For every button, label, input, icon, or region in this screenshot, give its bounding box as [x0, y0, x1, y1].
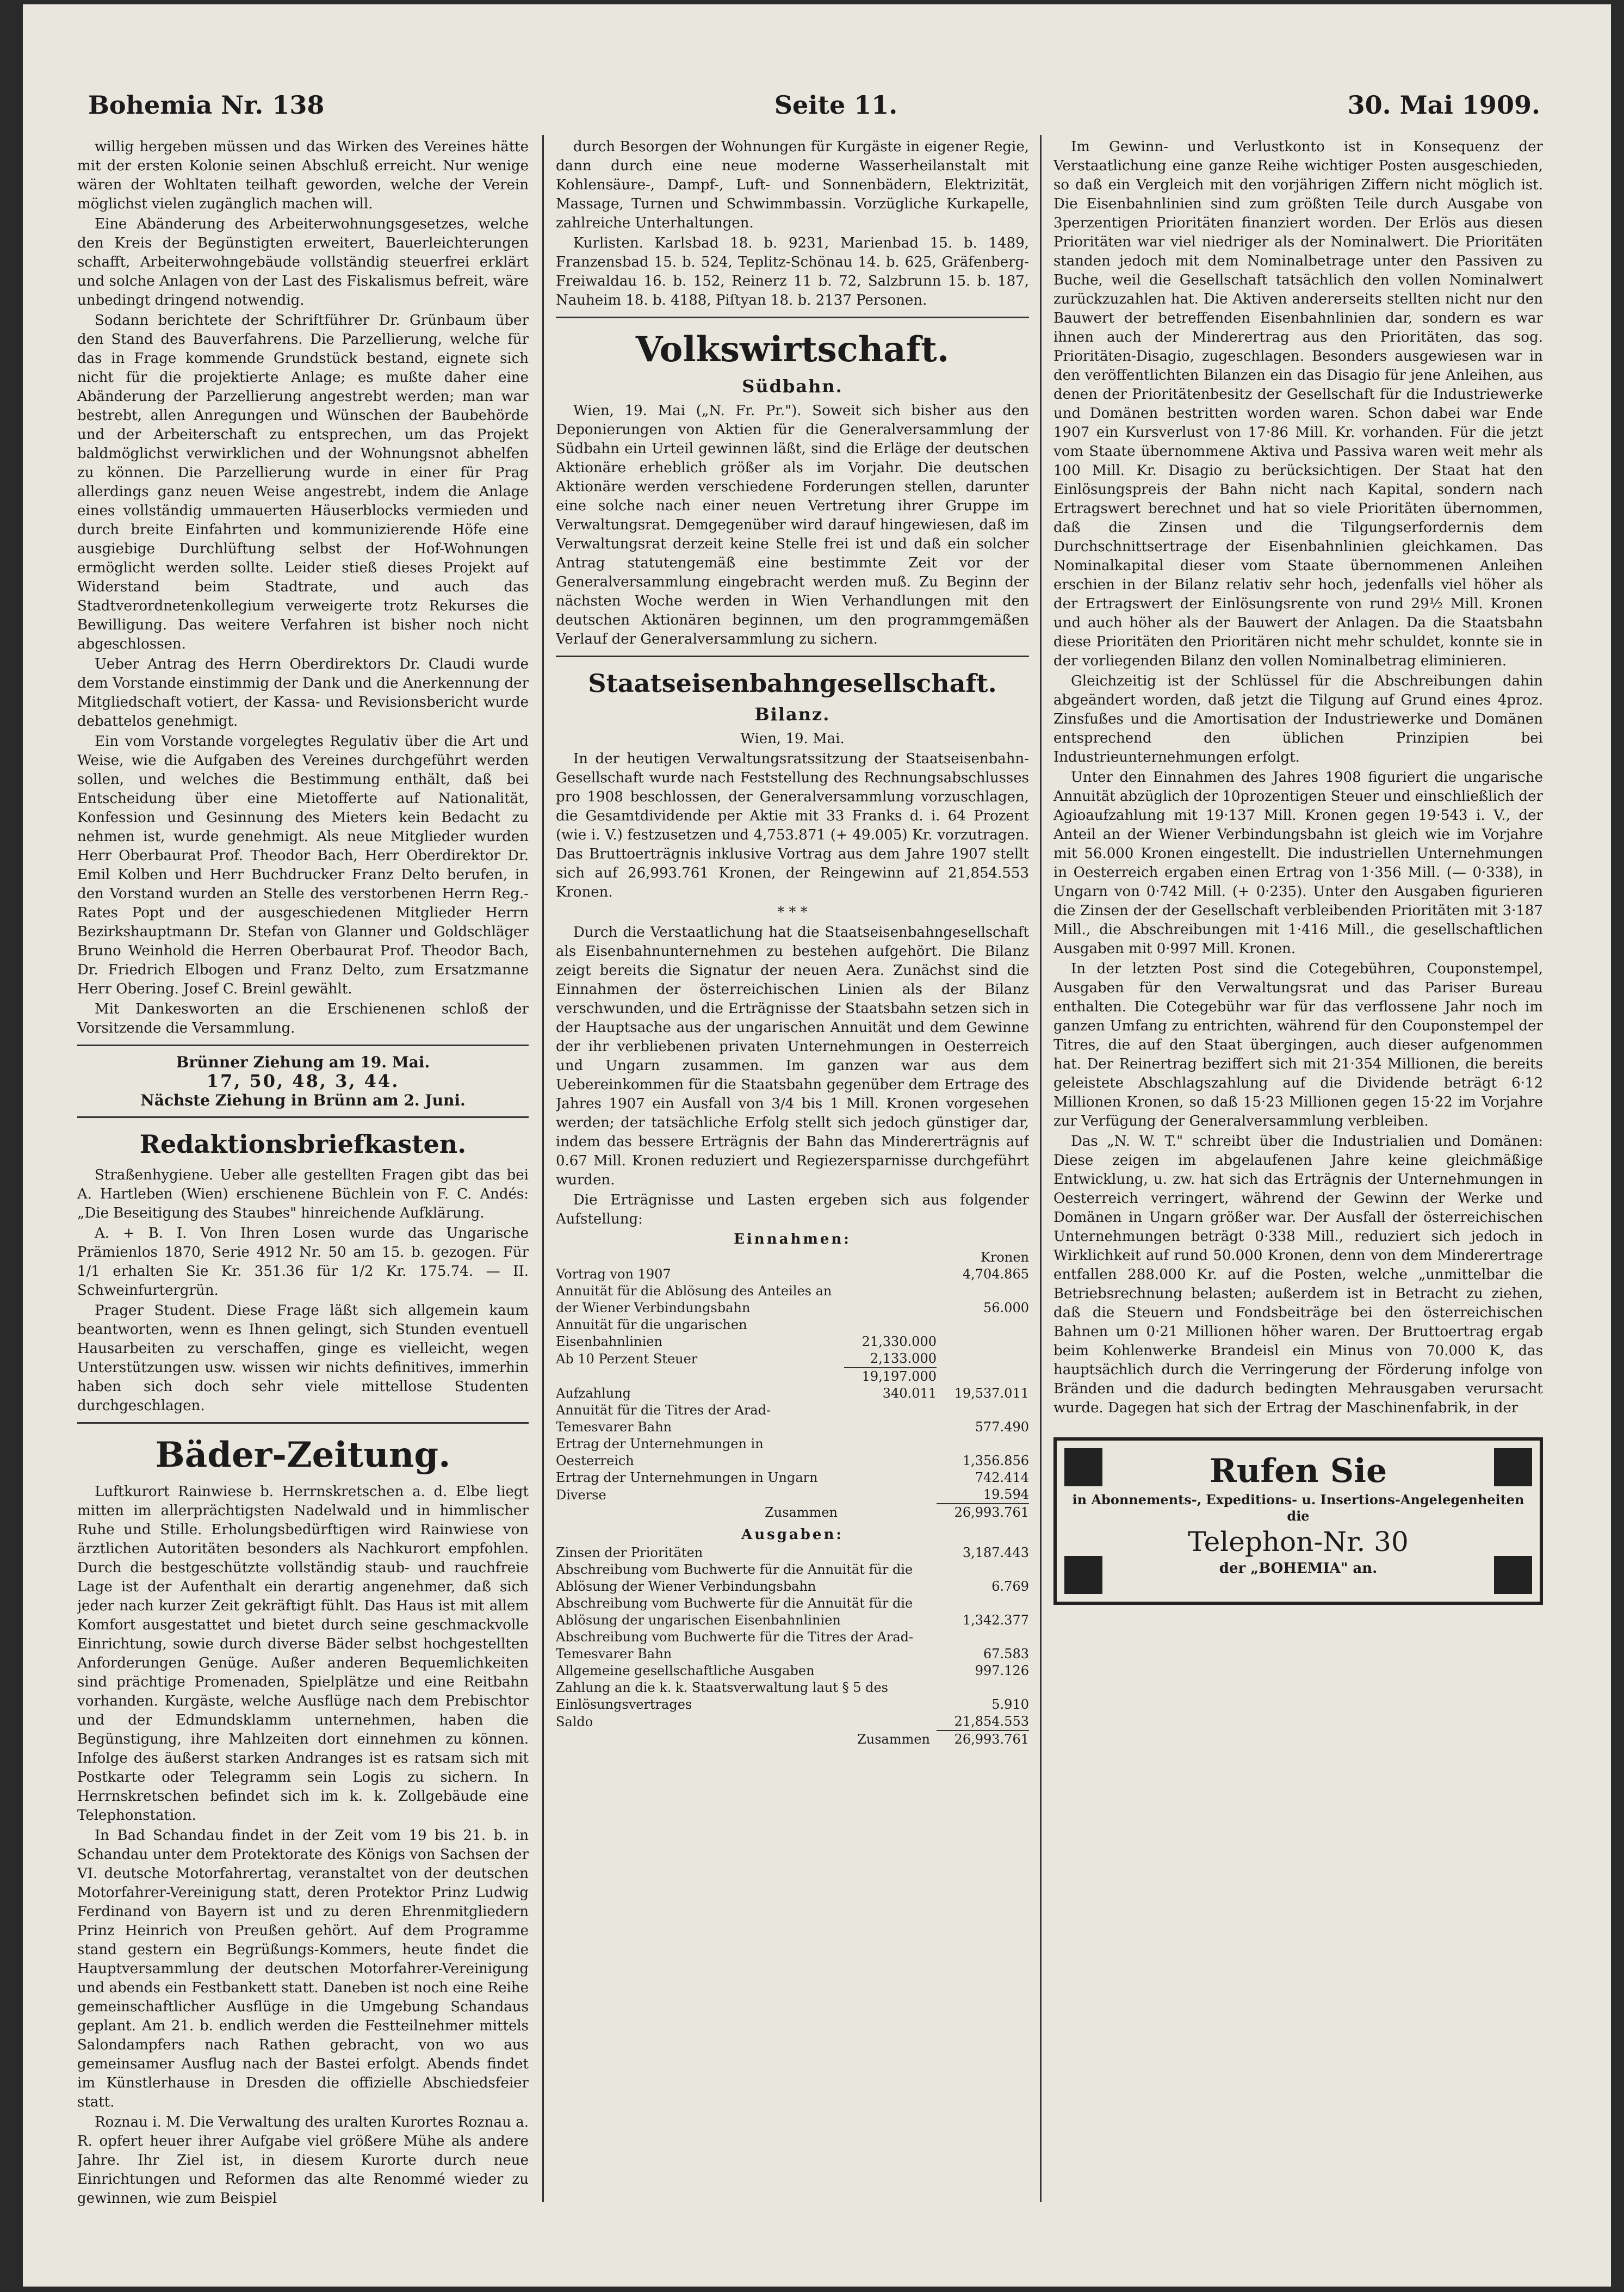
table-row: Annuität für die ungarischen Eisenbahnlinien 21,330.000 — [556, 1317, 937, 1349]
article-verein — [77, 138, 529, 1038]
ad-subline: in Abonnements-, Expeditions- u. Insertions-Angelegenheiten die — [1072, 1492, 1524, 1524]
table-row: Annuität für die Titres der Arad-Temesvarer Bahn 577.490 — [556, 1403, 1029, 1435]
table-row: Vortrag von 1907 4,704.865 — [556, 1267, 1029, 1282]
paragraph: In der letzten Post sind die Cotegebühren, Couponstempel, Ausgaben für den Verwaltungsrat und das Pariser Bureau enthalten. Die Cotegebühr war für das verflossene Jahr noch im ganzen Umfang zu entrichten, während für den Couponstempel der Titres, die auf den Staat übergingen, auch dieser aufgenommen hat. Der Reinertrag beziffert sich mit 21·354 Millionen, die bereits geleistete Abschlagszahlung auf die Dividende beträgt 6·12 Millionen Kronen, so daß 15·23 Millionen gegen 15·22 im Vorjahre zur Verfügung der Generalversammlung verbleiben. — [1053, 961, 1543, 1129]
ad-bottom: der „BOHEMIA" an. — [1219, 1560, 1378, 1577]
paragraph: Straßenhygiene. Ueber alle gestellten Fragen gibt das bei A. Hartleben (Wien) erschienene Büchlein von F. C. Andés: „Die Beseitigung des Staubes" hinreichende Aufklärung. — [77, 1167, 529, 1221]
telephone-advertisement — [1053, 1437, 1543, 1605]
table-row: 19,197.000 — [556, 1368, 1029, 1385]
divider — [556, 656, 1029, 657]
einnahmen-table — [556, 1249, 1029, 1521]
paragraph: A. + B. I. Von Ihren Losen wurde das Ungarische Prämienlos 1870, Serie 4912 Nr. 50 am 15. b. gezogen. Für 1/1 erhalten Sie Kr. 351.36 für 1/2 Kr. 175.74. — II. Schweinfurtergrün. — [77, 1225, 529, 1299]
page-header — [88, 86, 1540, 124]
paragraph: Mit Dankesworten an die Erschienenen schloß der Vorsitzende die Versammlung. — [77, 1001, 529, 1036]
dateline: Wien, 19. Mai. — [740, 731, 845, 747]
table-row: Zinsen der Prioritäten 3,187.443 — [556, 1545, 1029, 1560]
paragraph: Durch die Verstaatlichung hat die Staatseisenbahngesellschaft als Eisenbahnunternehmen zu bestehen aufgehört. Die Bilanz zeigt bereits die Signatur der neuen Aera. Zunächst sind die Einnahmen der österreichischen Linien als der Bilanz verschwunden, und die Erträgnisse der Staatsbahn setzen sich in der Hauptsache aus der ungarischen Annuität und dem Gewinne der ihr verbliebenen privaten Unternehmungen in Oesterreich und Ungarn zusammen. Im ganzen war aus dem Uebereinkommen für die Staatsbahn gegenüber dem Ertrage des Jahres 1907 ein Ausfall von 3/4 bis 1 Mill. Kronen vorgesehen werden; der tatsächliche Erfolg stellt sich jedoch günstiger dar, indem das bessere Erträgnis der Bahn das Mindererträgnis auf 0.67 Mill. Kronen reduziert und Regiezersparnisse durchgeführt wurden. — [556, 924, 1029, 1188]
section-title-staatseisenbahn: Staatseisenbahngesellschaft. — [588, 669, 997, 698]
table-row: Ertrag der Unternehmungen in Oesterreich 1,356.856 — [556, 1436, 1029, 1468]
newspaper-page — [23, 4, 1611, 2287]
ad-headline: Rufen Sie — [1209, 1452, 1387, 1490]
subheading-suedbahn: Südbahn. — [742, 376, 843, 397]
column-rule — [542, 135, 544, 2202]
table-row: Abschreibung vom Buchwerte für die Titres der Arad-Temesvarer Bahn 67.583 — [556, 1629, 1029, 1661]
paragraph: Die Erträgnisse und Lasten ergeben sich aus folgender Aufstellung: — [556, 1192, 1029, 1227]
paragraph: Unter den Einnahmen des Jahres 1908 figuriert die ungarische Annuität abzüglich der 10prozentigen Steuer und einschließlich der Agioaufzahlung mit 19·137 Mill. Kronen gegen 19·543 i. V., der Anteil an der Wiener Verbindungsbahn ist gleich wie im Vorjahre mit 56.000 Kronen eingestellt. Die industriellen Unternehmungen in Oesterreich ergaben einen Ertrag von 1·356 Mill. (— 0·338), in Ungarn von 0·742 Mill. (+ 0·235). Unter den Ausgaben figurieren die Zinsen der der Gesellschaft verbleibenden Prioritäten mit 3·187 Mill., die Abschreibungen mit 1·416 Mill., die gesellschaftlichen Ausgaben mit 0·997 Mill. Kronen. — [1053, 769, 1543, 957]
paragraph: Prager Student. Diese Frage läßt sich allgemein kaum beantworten, wenn es Ihnen gelingt, sich Stunden eventuell Hausarbeiten zu verschaffen, ginge es vielleicht, wegen Unterstützungen usw. wissen wir nichts definitives, immerhin haben sich doch sehr viele mittellose Studenten durchgeschlagen. — [77, 1302, 529, 1414]
paragraph: Roznau i. M. Die Verwaltung des uralten Kurortes Roznau a. R. opfert heuer ihrer Aufgabe viel größere Mühe als andere Jahre. Ihr Ziel ist, in diesem Kurorte durch neue Einrichtungen und Reformen das alte Renommé wieder zu gewinnen, wie zum Beispiel — [77, 2114, 529, 2207]
separator-asterisks: * * * — [777, 904, 808, 920]
column-1 — [77, 138, 529, 2210]
ornament-icon — [1064, 1448, 1102, 1486]
column-rule — [1040, 135, 1042, 2202]
column-3 — [1053, 138, 1543, 2210]
ornament-icon — [1064, 1556, 1102, 1594]
subheading-bilanz: Bilanz. — [754, 704, 830, 725]
paragraph: Kurlisten. Karlsbad 18. b. 9231, Marienbad 15. b. 1489, Franzensbad 15. b. 524, Teplitz-Schönau 14. b. 625, Gräfenberg-Freiwaldau 16. b. 152, Reinerz 11 b. 72, Salzbrunn 15. b. 187, Nauheim 18. b. 4188, Piſtyan 18. b. 2137 Personen. — [556, 235, 1029, 308]
table-row: Ertrag der Unternehmungen in Ungarn 742.414 — [556, 1470, 1029, 1485]
table-row: Zahlung an die k. k. Staatsverwaltung laut § 5 des Einlösungsvertrages 5.910 — [556, 1680, 1029, 1712]
einnahmen-heading: Einnahmen: — [734, 1231, 851, 1247]
section-title-baeder: Bäder-Zeitung. — [155, 1435, 451, 1475]
table-row: Ab 10 Perzent Steuer 2,133.000 — [556, 1351, 937, 1367]
lottery-numbers: 17, 50, 48, 3, 44. — [206, 1071, 400, 1091]
paragraph: Eine Abänderung des Arbeiterwohnungsgesetzes, welche den Kreis der Begünstigten erweitert, Bauerleichterungen schafft, Arbeiterwohngebäude vollständig steuerfrei erklärt und solche Anlagen von der Last des Fiskalismus befreit, wäre unbedingt dringend notwendig. — [77, 216, 529, 308]
currency-header: Kronen — [981, 1250, 1029, 1265]
paragraph: Luftkurort Rainwiese b. Herrnskretschen a. d. Elbe liegt mitten im allerprächtigsten Nadelwald und in himmlischer Ruhe und Stille. Erholungsbedürftigen wird Rainwiese von ärztlichen Autoritäten besonders als Nachkurort empfohlen. Durch die bestgeschützte vollständig staub- und rauchfreie Lage ist der Aufenthalt ein derartig angenehmer, daß sich jeder nach kurzer Zeit gekräftigt fühlt. Das Haus ist mit allem Komfort ausgestattet und bietet durch seine geschmackvolle Einrichtung, sowie durch diverse Bäder selbst hochgestellten Anforderungen Genüge. Außer anderen Bequemlichkeiten sind prächtige Promenaden, Spielplätze und eine Reitbahn vorhanden. Kurgäste, welche Ausflüge nach dem Prebischtor und der Edmundsklamm unternehmen, haben die Begünstigung, ihre Mahlzeiten dort einnehmen zu können. Infolge des äußerst starken Andranges ist es ratsam sich mit Postkarte oder Telegramm sein Logis zu sichern. In Herrnskretschen befindet sich im k. k. Zollgebäude eine Telephonstation. — [77, 1484, 529, 1824]
divider — [77, 1045, 529, 1046]
table-row: Annuität für die Ablösung des Anteiles an der Wiener Verbindungsbahn 56.000 — [556, 1283, 1029, 1315]
ad-telephone: Telephon-Nr. 30 — [1188, 1526, 1409, 1558]
paragraph: Ueber Antrag des Herrn Oberdirektors Dr. Claudi wurde dem Vorstande einstimmig der Dank und die Anerkennung der Mitgliedschaft votiert, der Kassa- und Revisionsbericht wurde debattelos genehmigt. — [77, 656, 529, 730]
ausgaben-heading: Ausgaben: — [741, 1527, 844, 1543]
table-row: Aufzahlung 340.011 19,537.011 — [556, 1386, 1029, 1401]
ornament-icon — [1494, 1448, 1532, 1486]
issue-label: Bohemia Nr. 138 — [88, 90, 325, 120]
lottery-title: Brünner Ziehung am 19. Mai. — [176, 1053, 430, 1071]
paragraph: Ein vom Vorstande vorgelegtes Regulativ über die Art und Weise, wie die Aufgaben des Vereines durchgeführt werden sollen, und welches die Bestimmung enthält, daß bei Entscheidung über eine Mietofferte auf Nationalität, Konfession und Gesinnung des Mieters kein Bedacht zu nehmen ist, wurde genehmigt. Als neue Mitglieder wurden Herr Oberbaurat Prof. Theodor Bach, Herr Oberdirektor Dr. Emil Kolben und Herr Buchdrucker Franz Delto berufen, in den Vorstand wurden an Stelle des verstorbenen Herrn Reg.-Rates Popt und der ausgeschiedenen Mitglieder Herrn Bezirkshauptmann Dr. Stefan von Glanner und Goldschläger Bruno Weinhold die Herren Oberbaurat Prof. Theodor Bach, Dr. Friedrich Elbogen und Franz Delto, zum Ersatzmanne Herr Obering. Josef C. Breinl gewählt. — [77, 733, 529, 997]
lottery-box — [77, 1053, 529, 1110]
section-title-redaktion: Redaktionsbriefkasten. — [139, 1129, 467, 1159]
table-row: Saldo 21,854.553 — [556, 1714, 1029, 1729]
paragraph: durch Besorgen der Wohnungen für Kurgäste in eigener Regie, dann durch eine neue moderne Wasserheilanstalt mit Kohlensäure-, Dampf-, Luft- und Sonnenbädern, Elektrizität, Massage, Turnen und Schwimmbassin. Vorzügliche Kurkapelle, zahlreiche Unterhaltungen. — [556, 139, 1029, 231]
table-row: Abschreibung vom Buchwerte für die Annuität für die Ablösung der ungarischen Eisenbahnlinien 1,342.377 — [556, 1596, 1029, 1628]
table-row: Allgemeine gesellschaftliche Ausgaben 997.126 — [556, 1663, 1029, 1678]
lottery-next: Nächste Ziehung in Brünn am 2. Juni. — [140, 1091, 466, 1109]
issue-date: 30. Mai 1909. — [1347, 90, 1540, 120]
section-title-volkswirtschaft: Volkswirtschaft. — [635, 329, 950, 370]
ausgaben-table — [556, 1545, 1029, 1748]
divider — [77, 1116, 529, 1118]
column-2 — [556, 138, 1029, 2210]
ornament-icon — [1494, 1556, 1532, 1594]
divider — [556, 317, 1029, 318]
page-number: Seite 11. — [774, 90, 898, 120]
paragraph: Gleichzeitig ist der Schlüssel für die Abschreibungen dahin abgeändert worden, daß jetzt die Tilgung auf Grund eines 4proz. Zinsfußes und die Amortisation der Industriewerke und Domänen entsprechend den üblichen Prinzipien bei Industrieunternehmungen erfolgt. — [1053, 673, 1543, 765]
paragraph: Wien, 19. Mai („N. Fr. Pr."). Soweit sich bisher aus den Deponierungen von Aktien für die Generalversammlung der Südbahn ein Urteil gewinnen läßt, sind die Erläge der deutschen Aktionäre erheblich größer als im Vorjahr. Die deutschen Aktionäre werden verschiedene Forderungen stellen, darunter eine solche nach einer neuen Vertretung ihrer Gruppe im Verwaltungsrat. Demgegenüber wird darauf hingewiesen, daß im Verwaltungsrat derzeit keine Stelle frei ist und daß ein solcher Antrag statutengemäß eine bestimmte Zeit vor der Generalversammlung eingebracht werden muß. Zu Beginn der nächsten Woche werden in Wien Verhandlungen mit den deutschen Aktionären beginnen, um den programmgemäßen Verlauf der Generalversammlung zu sichern. — [556, 403, 1029, 647]
table-total-row: Zusammen 26,993.761 — [857, 1732, 1029, 1747]
paragraph: willig hergeben müssen und das Wirken des Vereines hätte mit der ersten Kolonie seinen Abschluß erreicht. Nur wenige wären der Wohltaten teilhaft geworden, welche der Verein möglichst vielen zugänglich machen will. — [77, 139, 529, 212]
paragraph: In der heutigen Verwaltungsratssitzung der Staatseisenbahn-Gesellschaft wurde nach Feststellung des Rechnungsabschlusses pro 1908 beschlossen, der Generalversammlung vorzuschlagen, die Gesamtdividende per Aktie mit 33 Franks d. i. 64 Prozent (wie i. V.) festzusetzen und 4,753.871 (+ 49.005) Kr. vorzutragen. Das Bruttoerträgnis inklusive Vortrag aus dem Jahre 1907 stellt sich auf 26,993.761 Kronen, der Reingewinn auf 21,854.553 Kronen. — [556, 751, 1029, 900]
divider — [77, 1422, 529, 1424]
table-total-row: Zusammen 26,993.761 — [765, 1505, 1029, 1520]
paragraph: In Bad Schandau findet in der Zeit vom 19 bis 21. b. in Schandau unter dem Protektorate des Königs von Sachsen der VI. deutsche Motorfahrertag, veranstaltet von der deutschen Motorfahrer-Vereinigung statt, deren Protektor Prinz Ludwig Ferdinand von Bayern ist und zu deren Ehrenmitgliedern Prinz Heinrich von Preußen gehört. Auf dem Programme stand gestern ein Begrüßungs-Kommers, heute findet die Hauptversammlung der deutschen Motorfahrer-Vereinigung und abends ein Festbankett statt. Daneben ist noch eine Reihe gemeinschaftlicher Ausflüge in die Umgebung Schandaus geplant. Am 21. b. endlich werden die Festteilnehmer mittels Salondampfers nach Rathen gebracht, von wo aus gemeinsamer Ausflug nach der Bastei erfolgt. Abends findet im Künstlerhause in Dresden die offizielle Abschiedsfeier statt. — [77, 1827, 529, 2110]
paragraph: Das „N. W. T." schreibt über die Industrialien und Domänen: Diese zeigen im abgelaufenen Jahre keine gleichmäßige Entwicklung, u. zw. hat sich das Erträgnis der Unternehmungen in Oesterreich verringert, während der Gewinn der Werke und Domänen in Ungarn größer war. Der Ausfall der österreichischen Unternehmungen beträgt 0·338 Mill., reduziert sich jedoch in Wirklichkeit auf rund 50.000 Kronen, denn von dem Minderertrage entfallen 288.000 Kr. auf die Posten, welche „unmittelbar die Betriebsrechnung belasten; außerdem ist in Betracht zu ziehen, daß die Steuern und Fondsbeiträge bei den österreichischen Bahnen um 0·21 Millionen höher waren. Der Bruttoertrag ergab beim Kohlenwerke Brandeisl ein Minus von 70.000 K, das hauptsächlich durch die Verringerung der Förderung infolge von Bränden und die dadurch bedingten Mehrausgaben verursacht wurde. Dagegen hat sich der Ertrag der Maschinenfabrik, in der — [1053, 1133, 1543, 1416]
paragraph: Im Gewinn- und Verlustkonto ist in Konsequenz der Verstaatlichung eine ganze Reihe wichtiger Posten ausgeschieden, so daß ein Vergleich mit den vorjährigen Ziffern nicht möglich ist. Die Eisenbahnlinien sind zum größten Teile durch Ausgabe von 3perzentigen Prioritäten finanziert worden. Der Erlös aus diesen Prioritäten war viel niedriger als der Nominalwert. Die Prioritäten standen jedoch mit dem Nominalbetrage unter den Passiven zu Buche, weil die Gesellschaft tatsächlich den vollen Nominalwert zurückzuzahlen hat. Die Aktiven andererseits stellten nicht nur den Bauwert der betreffenden Eisenbahnlinien dar, sondern es war ihnen auch der Minderertrag aus den Prioritäten, das sog. Prioritäten-Disagio, zugeschlagen. Besonders ausgewiesen war in den veröffentlichten Bilanzen ein das Disagio für jene Anleihen, aus denen der Prioritätenbesitz der Gesellschaft für die Industriewerke und Domänen bestritten worden waren. Schon dabei war Ende 1907 ein Kursverlust von 17·86 Mill. Kr. vorhanden. Für die jetzt vom Staate übernommene Aktiva und Passiva waren weit mehr als 100 Mill. Kr. Disagio zu berücksichtigen. Der Staat hat den Einlösungspreis der Bahn nicht nach Kapital, sondern nach Ertragswert berechnet und hat so viele Prioritäten übernommen, daß die Zinsen und die Tilgungserfordernis dem Durchschnittsertrage der Eisenbahnlinien gleichkamen. Das Nominalkapital dieser vom Staate übernommenen Anleihen erschien in der Bilanz relativ sehr hoch, jedenfalls viel höher als der Ertragswert der Einlösungsrente von rund 29½ Mill. Kronen und auch höher als der Bauwert der Anlagen. Da die Staatsbahn diese Prioritäten den Prioritären nicht mehr schuldet, konnte sie in der vorliegenden Bilanz den vollen Nominalbetrag eliminieren. — [1053, 139, 1543, 669]
paragraph: Sodann berichtete der Schriftführer Dr. Grünbaum über den Stand des Bauverfahrens. Die Parzellierung, welche für das in Frage kommende Grundstück bestand, eignete sich nicht für die projektierte Anlage; es mußte daher eine Abänderung der Parzellierung angestrebt werden; man war bestrebt, allen Anregungen und Wünschen der Baubehörde und der Arbeiterschaft zu entsprechen, um das Projekt baldmöglichst verwirklichen und der Wohnungsnot abhelfen zu können. Die Parzellierung wurde in einer für Prag allerdings ganz neuen Weise angestrebt, indem die Anlage eines vollständig ummauerten Häuserblocks vermieden und durch breite Einfahrten und kommunizierende Höfe eine ausgiebige Durchlüftung selbst der Hof-Wohnungen ermöglicht werden sollte. Leider stieß dieses Projekt auf Widerstand beim Stadtrate, und auch das Stadtverordnetenkollegium verweigerte trotz Rekurses die Bewilligung. Das weitere Verfahren ist bisher noch nicht abgeschlossen. — [77, 312, 529, 652]
table-row: Abschreibung vom Buchwerte für die Annuität für die Ablösung der Wiener Verbindungsbahn 6.769 — [556, 1562, 1029, 1594]
table-row: Diverse 19.594 — [556, 1487, 1029, 1503]
